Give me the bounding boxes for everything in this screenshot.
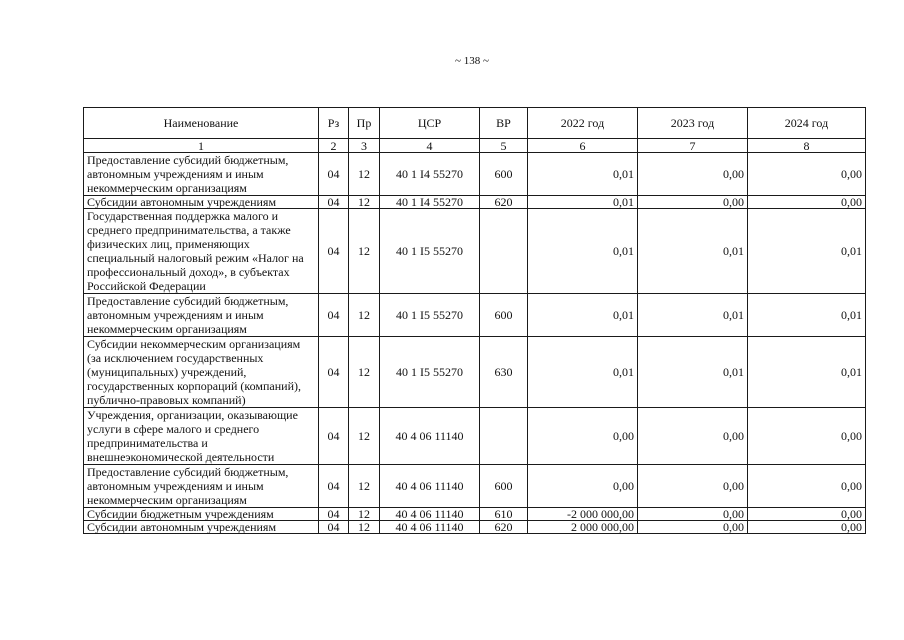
table-row xyxy=(84,294,866,337)
row-name: Предоставление субсидий бюджетным, автономным учреждениям и иным некоммерческим организациям xyxy=(84,465,319,508)
row-pr: 12 xyxy=(349,408,380,465)
header-2024: 2024 год xyxy=(748,108,866,139)
row-vr: 610 xyxy=(480,508,528,521)
row-rz: 04 xyxy=(319,337,349,408)
column-number: 6 xyxy=(528,139,638,153)
row-vr: 600 xyxy=(480,465,528,508)
table-row xyxy=(84,209,866,294)
row-2024: 0,00 xyxy=(748,408,866,465)
row-vr: 620 xyxy=(480,521,528,534)
column-number: 2 xyxy=(319,139,349,153)
header-vr: ВР xyxy=(480,108,528,139)
header-2022: 2022 год xyxy=(528,108,638,139)
row-name: Субсидии бюджетным учреждениям xyxy=(84,508,319,521)
table-row xyxy=(84,465,866,508)
page-number: ~ 138 ~ xyxy=(455,55,489,67)
row-csr: 40 4 06 11140 xyxy=(380,521,480,534)
row-csr: 40 1 I5 55270 xyxy=(380,209,480,294)
row-rz: 04 xyxy=(319,196,349,209)
row-name: Государственная поддержка малого и среднего предпринимательства, а также физических лиц, применяющих специальный налоговый режим «Налог на профессиональный доход», в субъектах Российской Федерации xyxy=(84,209,319,294)
row-2023: 0,00 xyxy=(638,521,748,534)
row-csr: 40 4 06 11140 xyxy=(380,465,480,508)
table-row xyxy=(84,521,866,534)
row-2023: 0,01 xyxy=(638,337,748,408)
row-2024: 0,01 xyxy=(748,337,866,408)
row-2023: 0,01 xyxy=(638,294,748,337)
row-rz: 04 xyxy=(319,465,349,508)
row-2024: 0,01 xyxy=(748,294,866,337)
row-vr xyxy=(480,209,528,294)
table-row xyxy=(84,408,866,465)
row-csr: 40 4 06 11140 xyxy=(380,508,480,521)
row-rz: 04 xyxy=(319,153,349,196)
row-csr: 40 4 06 11140 xyxy=(380,408,480,465)
row-pr: 12 xyxy=(349,294,380,337)
row-vr xyxy=(480,408,528,465)
row-pr: 12 xyxy=(349,337,380,408)
header-name: Наименование xyxy=(84,108,319,139)
row-2023: 0,01 xyxy=(638,209,748,294)
table-row xyxy=(84,153,866,196)
row-vr: 600 xyxy=(480,153,528,196)
column-number: 4 xyxy=(380,139,480,153)
row-rz: 04 xyxy=(319,209,349,294)
row-pr: 12 xyxy=(349,209,380,294)
row-2022: 0,01 xyxy=(528,196,638,209)
row-2023: 0,00 xyxy=(638,196,748,209)
row-rz: 04 xyxy=(319,408,349,465)
column-number: 3 xyxy=(349,139,380,153)
row-2022: 0,01 xyxy=(528,209,638,294)
row-2022: 0,00 xyxy=(528,408,638,465)
header-csr: ЦСР xyxy=(380,108,480,139)
row-pr: 12 xyxy=(349,196,380,209)
budget-table xyxy=(83,107,866,534)
row-2024: 0,00 xyxy=(748,196,866,209)
row-rz: 04 xyxy=(319,508,349,521)
row-name: Субсидии автономным учреждениям xyxy=(84,196,319,209)
row-csr: 40 1 I5 55270 xyxy=(380,337,480,408)
row-2022: 0,00 xyxy=(528,465,638,508)
row-2022: 0,01 xyxy=(528,294,638,337)
table-row xyxy=(84,196,866,209)
column-number: 7 xyxy=(638,139,748,153)
row-2024: 0,00 xyxy=(748,153,866,196)
row-pr: 12 xyxy=(349,521,380,534)
row-name: Предоставление субсидий бюджетным, автономным учреждениям и иным некоммерческим организациям xyxy=(84,294,319,337)
column-number: 5 xyxy=(480,139,528,153)
row-pr: 12 xyxy=(349,465,380,508)
row-csr: 40 1 I5 55270 xyxy=(380,294,480,337)
row-name: Предоставление субсидий бюджетным, автономным учреждениям и иным некоммерческим организациям xyxy=(84,153,319,196)
row-name: Субсидии некоммерческим организациям (за исключением государственных (муниципальных) учреждений, государственных корпораций (компаний), публично-правовых компаний) xyxy=(84,337,319,408)
row-2023: 0,00 xyxy=(638,508,748,521)
header-row xyxy=(84,108,866,139)
row-2024: 0,00 xyxy=(748,521,866,534)
row-2023: 0,00 xyxy=(638,153,748,196)
row-2023: 0,00 xyxy=(638,408,748,465)
header-rz: Рз xyxy=(319,108,349,139)
column-number-row xyxy=(84,139,866,153)
row-2024: 0,00 xyxy=(748,465,866,508)
row-name: Субсидии автономным учреждениям xyxy=(84,521,319,534)
row-csr: 40 1 I4 55270 xyxy=(380,153,480,196)
table-row xyxy=(84,508,866,521)
row-vr: 630 xyxy=(480,337,528,408)
row-vr: 600 xyxy=(480,294,528,337)
row-rz: 04 xyxy=(319,294,349,337)
row-rz: 04 xyxy=(319,521,349,534)
row-2022: -2 000 000,00 xyxy=(528,508,638,521)
row-2024: 0,00 xyxy=(748,508,866,521)
row-2023: 0,00 xyxy=(638,465,748,508)
row-vr: 620 xyxy=(480,196,528,209)
row-name: Учреждения, организации, оказывающие услуги в сфере малого и среднего предпринимательства и внешнеэкономической деятельности xyxy=(84,408,319,465)
row-pr: 12 xyxy=(349,508,380,521)
table-row xyxy=(84,337,866,408)
row-2024: 0,01 xyxy=(748,209,866,294)
header-pr: Пр xyxy=(349,108,380,139)
column-number: 1 xyxy=(84,139,319,153)
row-2022: 0,01 xyxy=(528,153,638,196)
row-csr: 40 1 I4 55270 xyxy=(380,196,480,209)
row-pr: 12 xyxy=(349,153,380,196)
row-2022: 0,01 xyxy=(528,337,638,408)
column-number: 8 xyxy=(748,139,866,153)
header-2023: 2023 год xyxy=(638,108,748,139)
row-2022: 2 000 000,00 xyxy=(528,521,638,534)
